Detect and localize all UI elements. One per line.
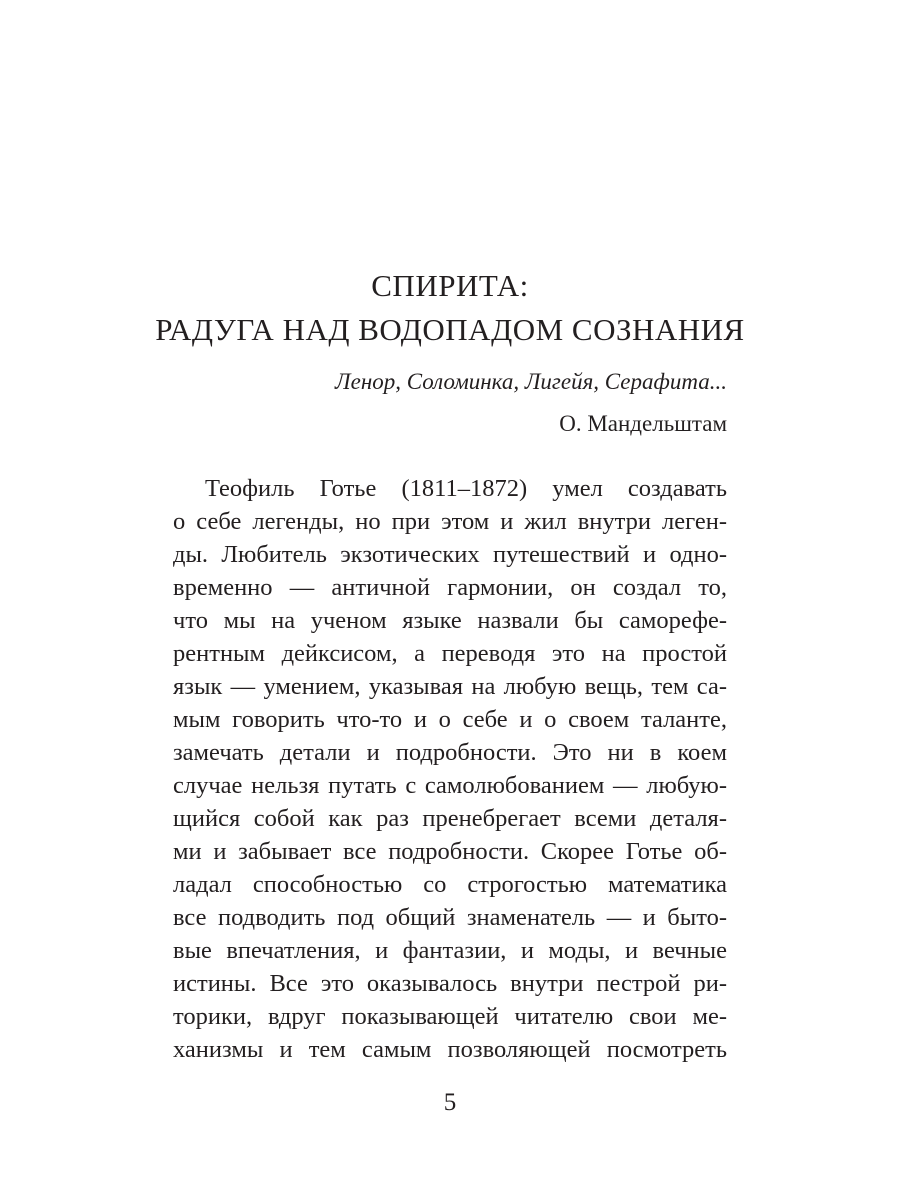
body-line: вые впечатления, и фантазии, и моды, и вечные [173,937,727,964]
body-line: что мы на ученом языке назвали бы саморефе- [173,607,727,634]
body-line: временно — античной гармонии, он создал то, [173,574,727,601]
chapter-title-line-2: РАДУГА НАД ВОДОПАДОМ СОЗНАНИЯ [155,312,745,347]
body-line: ды. Любитель экзотических путешествий и одно- [173,541,727,568]
body-line: мым говорить что-то и о себе и о своем таланте, [173,706,727,733]
body-line: о себе легенды, но при этом и жил внутри леген- [173,508,727,535]
page-number: 5 [443,1089,457,1116]
body-line: язык — умением, указывая на любую вещь, тем са- [173,673,727,700]
body-line: случае нельзя путать с самолюбованием — любую- [173,772,727,799]
body-line: истины. Все это оказывалось внутри пестрой ри- [173,970,727,997]
epigraph-quote: Ленор, Соломинка, Лигейя, Серафита... [335,369,727,394]
body-line: все подводить под общий знаменатель — и быто- [173,904,727,931]
body-line: рентным дейксисом, а переводя это на простой [173,640,727,667]
chapter-title-line-1: СПИРИТА: [371,268,529,303]
body-line: Теофиль Готье (1811–1872) умел создавать [205,475,727,502]
body-line: торики, вдруг показывающей читателю свои ме- [173,1003,727,1030]
epigraph-author: О. Мандельштам [559,411,727,436]
body-line: ми и забывает все подробности. Скорее Готье об- [173,838,727,865]
body-line: ладал способностью со строгостью математика [173,871,727,898]
body-line: щийся собой как раз пренебрегает всеми деталя- [173,805,727,832]
body-line: ханизмы и тем самым позволяющей посмотреть [173,1036,727,1063]
body-line: замечать детали и подробности. Это ни в коем [173,739,727,766]
